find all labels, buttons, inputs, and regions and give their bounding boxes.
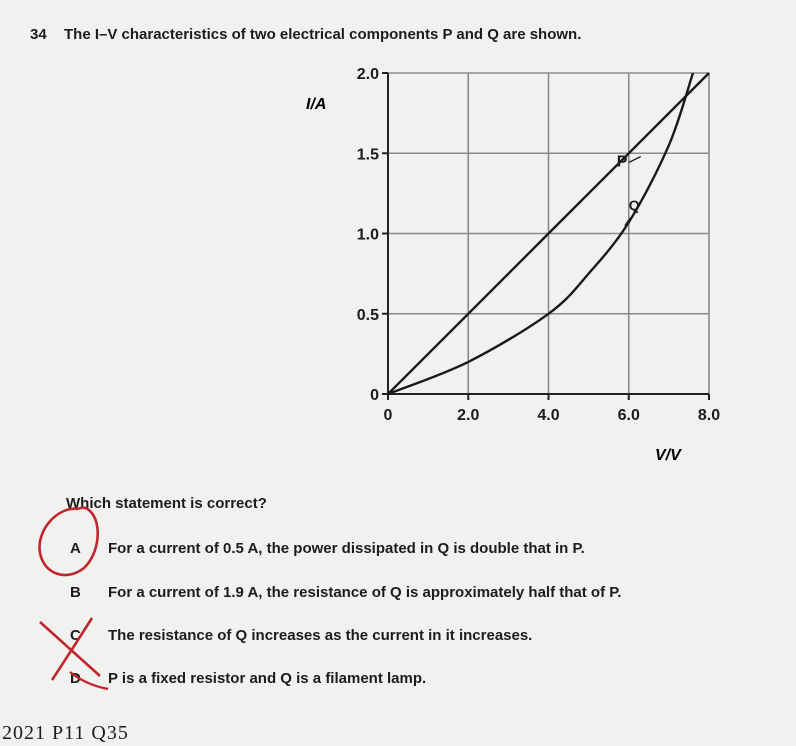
y-tick-label-4: 2.0 (356, 66, 379, 83)
circle-mark-option-a (40, 508, 98, 575)
series-label-P-leader (629, 157, 641, 163)
y-tick-label-0: 0 (370, 387, 379, 404)
y-axis-label: I/A (306, 96, 327, 113)
x-tick-label-2: 4.0 (537, 407, 560, 424)
series-label-Q: Q (628, 197, 640, 214)
question-reference: 2021 P11 Q35 (2, 722, 129, 744)
question-stem: The I–V characteristics of two electrical components P and Q are shown. (64, 26, 582, 43)
x-tick-label-3: 6.0 (617, 407, 640, 424)
question-prompt: Which statement is correct? (66, 495, 267, 512)
x-tick-label-0: 0 (383, 407, 393, 424)
y-tick-label-3: 1.5 (356, 146, 379, 164)
x-tick-label-4: 8.0 (697, 407, 721, 424)
x-axis-label: V/V (655, 447, 681, 464)
x-tick-label-1: 2.0 (457, 407, 480, 424)
option-a-letter: A (70, 540, 81, 557)
option-a-text: For a current of 0.5 A, the power dissipated in Q is double that in P. (108, 540, 585, 557)
option-d-text: P is a fixed resistor and Q is a filament lamp. (108, 670, 427, 687)
series-label-P: P (616, 153, 628, 171)
question-number: 34 (30, 26, 47, 43)
option-b-letter: B (70, 584, 81, 601)
y-tick-label-2: 1.0 (356, 226, 379, 244)
option-c-letter: C (70, 627, 81, 644)
y-tick-label-1: 0.5 (356, 306, 379, 324)
option-d-letter: D (70, 670, 81, 687)
option-b-text: For a current of 1.9 A, the resistance of Q is approximately half that of P. (108, 584, 622, 601)
option-c-text: The resistance of Q increases as the current in it increases. (108, 627, 533, 644)
